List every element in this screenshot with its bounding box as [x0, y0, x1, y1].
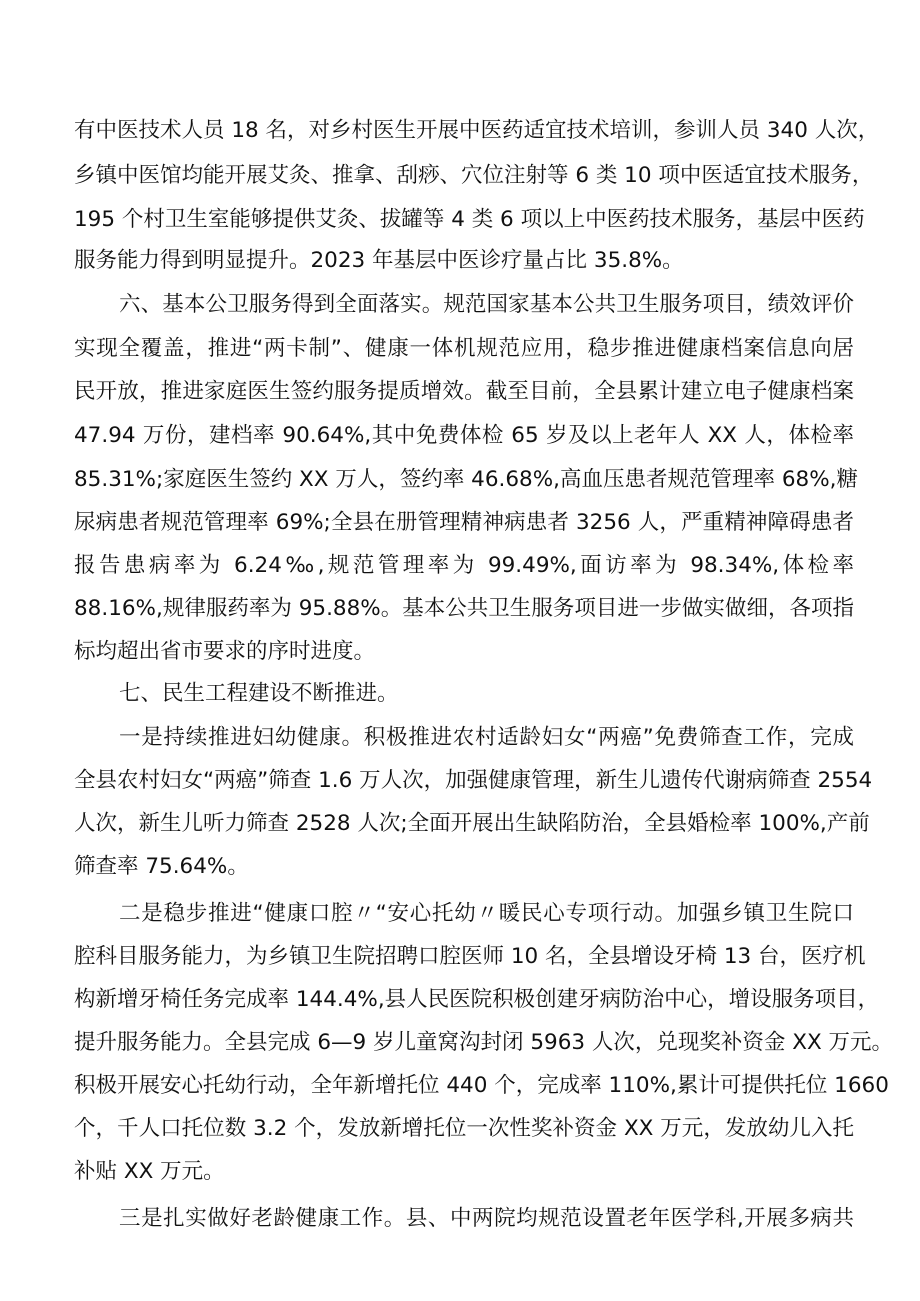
text-line: 88.16%,规律服药率为 95.88%。基本公共卫生服务项目进一步做实做细，各项指 [74, 596, 854, 621]
text-line: 构新增牙椅任务完成率 144.4%,县人民医院积极创建牙病防治中心，增设服务项目， [74, 987, 880, 1012]
text-line: 实现全覆盖，推进“两卡制”、健康一体机规范应用，稳步推进健康档案信息向居 [74, 336, 854, 361]
text-line: 服务能力得到明显提升。2023 年基层中医诊疗量占比 35.8%。 [74, 248, 684, 273]
text-line: 一是持续推进妇幼健康。积极推进农村适龄妇女“两癌”免费筛查工作，完成 [119, 725, 854, 750]
text-line: 85.31%;家庭医生签约 XX 万人，签约率 46.68%,高血压患者规范管理率 68%,糖 [74, 467, 858, 492]
text-line: 积极开展安心托幼行动，全年新增托位 440 个，完成率 110%,累计可提供托位 1660 [74, 1073, 889, 1098]
text-line: 个，千人口托位数 3.2 个，发放新增托位一次性奖补资金 XX 万元，发放幼儿入托 [74, 1116, 854, 1141]
text-line: 人次，新生儿听力筛查 2528 人次;全面开展出生缺陷防治，全县婚检率 100%,产前 [74, 811, 870, 836]
text-line: 提升服务能力。全县完成 6—9 岁儿童窝沟封闭 5963 人次，兑现奖补资金 XX 万元。 [74, 1030, 894, 1055]
text-line: 民开放，推进家庭医生签约服务提质增效。截至目前，全县累计建立电子健康档案 [74, 379, 854, 404]
text-line: 二是稳步推进“健康口腔〃“安心托幼〃暖民心专项行动。加强乡镇卫生院口 [119, 901, 854, 926]
text-line: 腔科目服务能力，为乡镇卫生院招聘口腔医师 10 名，全县增设牙椅 13 台，医疗机 [74, 944, 866, 969]
text-line: 全县农村妇女“两癌”筛查 1.6 万人次，加强健康管理，新生儿遗传代谢病筛查 2554 [74, 768, 873, 793]
text-line: 筛查率 75.64%。 [74, 854, 249, 879]
text-line: 三是扎实做好老龄健康工作。县、中两院均规范设置老年医学科,开展多病共 [119, 1206, 854, 1231]
section-heading-line: 七、民生工程建设不断推进。 [119, 681, 399, 706]
text-line: 乡镇中医馆均能开展艾灸、推拿、刮痧、穴位注射等 6 类 10 项中医适宜技术服务， [74, 163, 874, 188]
text-line: 报告患病率为 6.24‰,规范管理率为 99.49%,面访率为 98.34%,体检率 [74, 553, 854, 578]
text-line: 47.94 万份，建档率 90.64%,其中免费体检 65 岁及以上老年人 XX 人，体检率 [74, 423, 854, 448]
section-heading-line: 六、基本公卫服务得到全面落实。规范国家基本公共卫生服务项目，绩效评价 [119, 292, 854, 317]
text-line: 标均超出省市要求的序时进度。 [74, 639, 376, 664]
text-line: 有中医技术人员 18 名，对乡村医生开展中医药适宜技术培训，参训人员 340 人次， [74, 118, 880, 143]
text-line: 尿病患者规范管理率 69%;全县在册管理精神病患者 3256 人，严重精神障碍患者 [74, 510, 854, 535]
text-line: 补贴 XX 万元。 [74, 1159, 225, 1184]
text-line: 195 个村卫生室能够提供艾灸、拔罐等 4 类 6 项以上中医药技术服务，基层中医药 [74, 207, 865, 232]
